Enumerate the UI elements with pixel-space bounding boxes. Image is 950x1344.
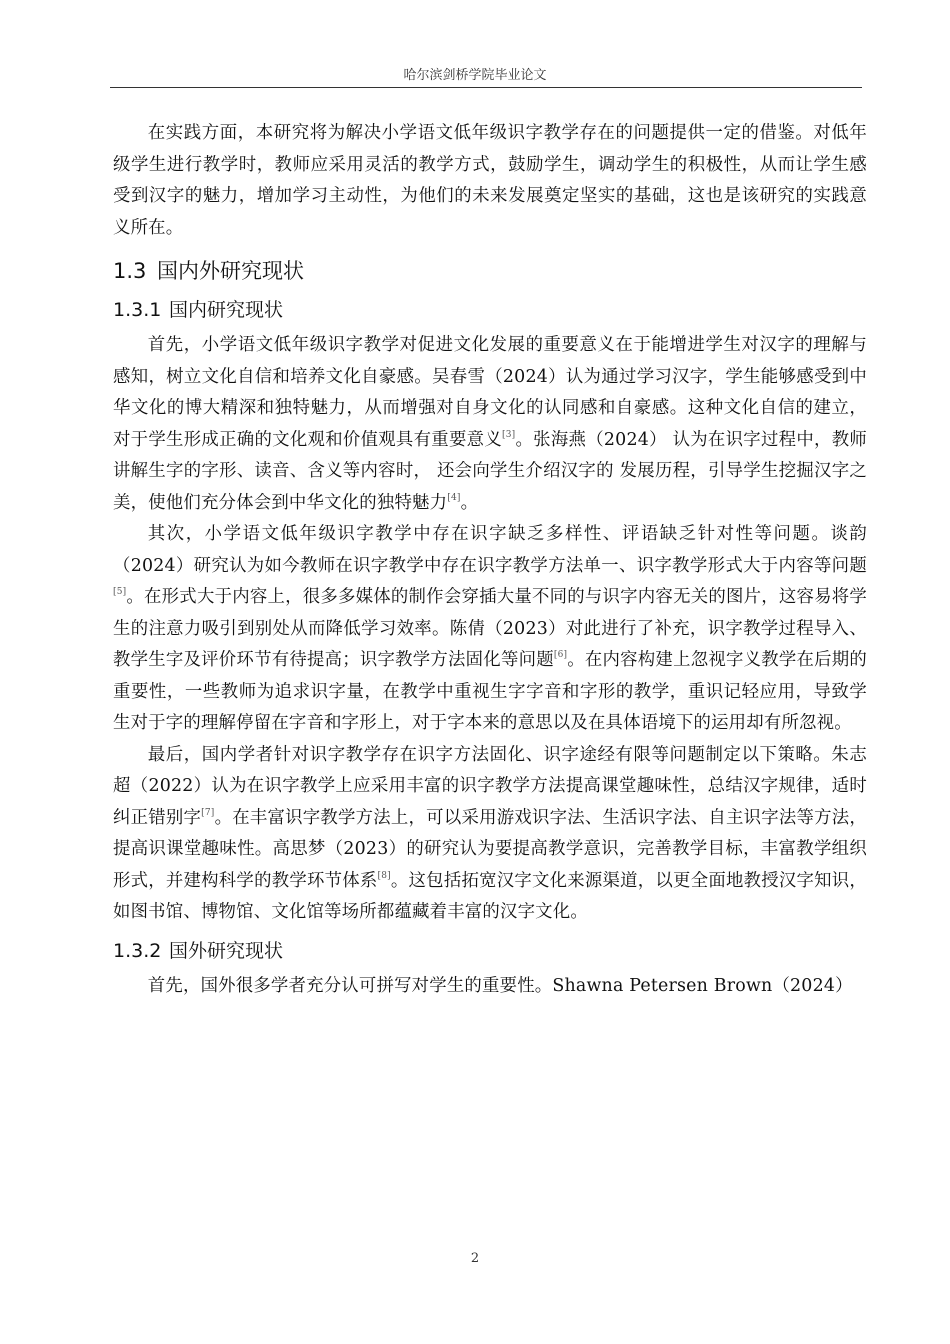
section-number: 1.3.1: [113, 299, 162, 321]
section-title: 国内外研究现状: [157, 259, 304, 283]
citation-ref: [3]: [502, 429, 516, 440]
citation-ref: [7]: [201, 807, 215, 818]
paragraph-text: 。这包括拓宽汉字文化来源渠道，以更全面地教授汉字知识，如图书馆、博物馆、文化馆等场所都蕴藏着丰富的汉字文化。: [113, 870, 867, 922]
citation-ref: [8]: [377, 870, 391, 881]
domestic-paragraph-1: [113, 330, 867, 519]
section-heading-1-3-2: [113, 937, 867, 965]
header-divider: [110, 87, 862, 88]
section-heading-1-3-1: [113, 296, 867, 324]
paragraph-text: 最后，国内学者针对识字教学存在识字方法固化、识字途经有限等问题制定以下策略。朱志超（2022）认为在识字教学上应采用丰富的识字教学方法提高课堂趣味性，总结汉字规律，适时纠正错别字: [113, 744, 867, 828]
citation-ref: [5]: [113, 587, 127, 597]
paragraph-text: 。: [460, 492, 479, 513]
paragraph-text: 。在内容构建上忽视字义教学在后期的重要性，一些教师为追求识字量，在教学中重视生字字音和字形的教学，重识记轻应用，导致学生对于字的理解停留在字音和字形上，对于字本来的意思以及在具体语境下的运用却有所忽视。: [113, 650, 867, 733]
domestic-paragraph-3: [113, 740, 867, 929]
page-body: [113, 118, 867, 1002]
paragraph-text: 其次，小学语文低年级识字教学中存在识字缺乏多样性、评语缺乏针对性等问题。谈韵（2024）研究认为如今教师在识字教学中存在识字教学方法单一、识字教学形式大于内容等问题: [113, 524, 867, 576]
foreign-paragraph-1: 首先，国外很多学者充分认可拼写对学生的重要性。Shawna Petersen Brown（2024）: [147, 975, 853, 996]
intro-paragraph: 在实践方面，本研究将为解决小学语文低年级识字教学存在的问题提供一定的借鉴。对低年级学生进行教学时，教师应采用灵活的教学方式，鼓励学生，调动学生的积极性，从而让学生感受到汉字的魅力，增加学习主动性，为他们的未来发展奠定坚实的基础，这也是该研究的实践意义所在。: [113, 123, 867, 238]
section-title: 国内研究现状: [169, 299, 284, 321]
citation-ref: [6]: [553, 650, 568, 660]
page-number: 2: [470, 1251, 480, 1266]
running-header: 哈尔滨剑桥学院毕业论文: [403, 68, 547, 83]
paragraph-text: 。在丰富识字教学方法上，可以采用游戏识字法、生活识字法、自主识字法等方法，提高识课堂趣味性。高思梦（2023）的研究认为要提高教学意识，完善教学目标，丰富教学组织形式，并建构科学的教学环节体系: [113, 807, 867, 891]
section-title: 国外研究现状: [169, 939, 284, 962]
section-heading-1-3: [113, 256, 867, 286]
section-number: 1.3.2: [113, 939, 162, 962]
citation-ref: [4]: [447, 492, 461, 503]
paragraph-text: 。张海燕（2024） 认为在识字过程中，教师讲解生字的字形、读音、含义等内容时， 还会向学生介绍汉字的 发展历程，引导学生挖掘汉字之美，使他们充分体会到中华文化的独特魅力: [113, 429, 867, 513]
paragraph-text: 。在形式大于内容上，很多多媒体的制作会穿插大量不同的与识字内容无关的图片，这容易将学生的注意力吸引到别处从而降低学习效率。陈倩（2023）对此进行了补充，识字教学过程导入、教学生字及评价环节有待提高；识字教学方法固化等问题: [113, 587, 867, 670]
section-number: 1.3: [113, 259, 147, 283]
paragraph-text: 首先，小学语文低年级识字教学对促进文化发展的重要意义在于能增进学生对汉字的理解与感知，树立文化自信和培养文化自豪感。吴春雪（2024）认为通过学习汉字，学生能够感受到中华文化的博大精深和独特魅力，从而增强对自身文化的认同感和自豪感。这种文化自信的建立，对于学生形成正确的文化观和价值观具有重要意义: [113, 335, 867, 450]
domestic-paragraph-2: [113, 519, 867, 740]
